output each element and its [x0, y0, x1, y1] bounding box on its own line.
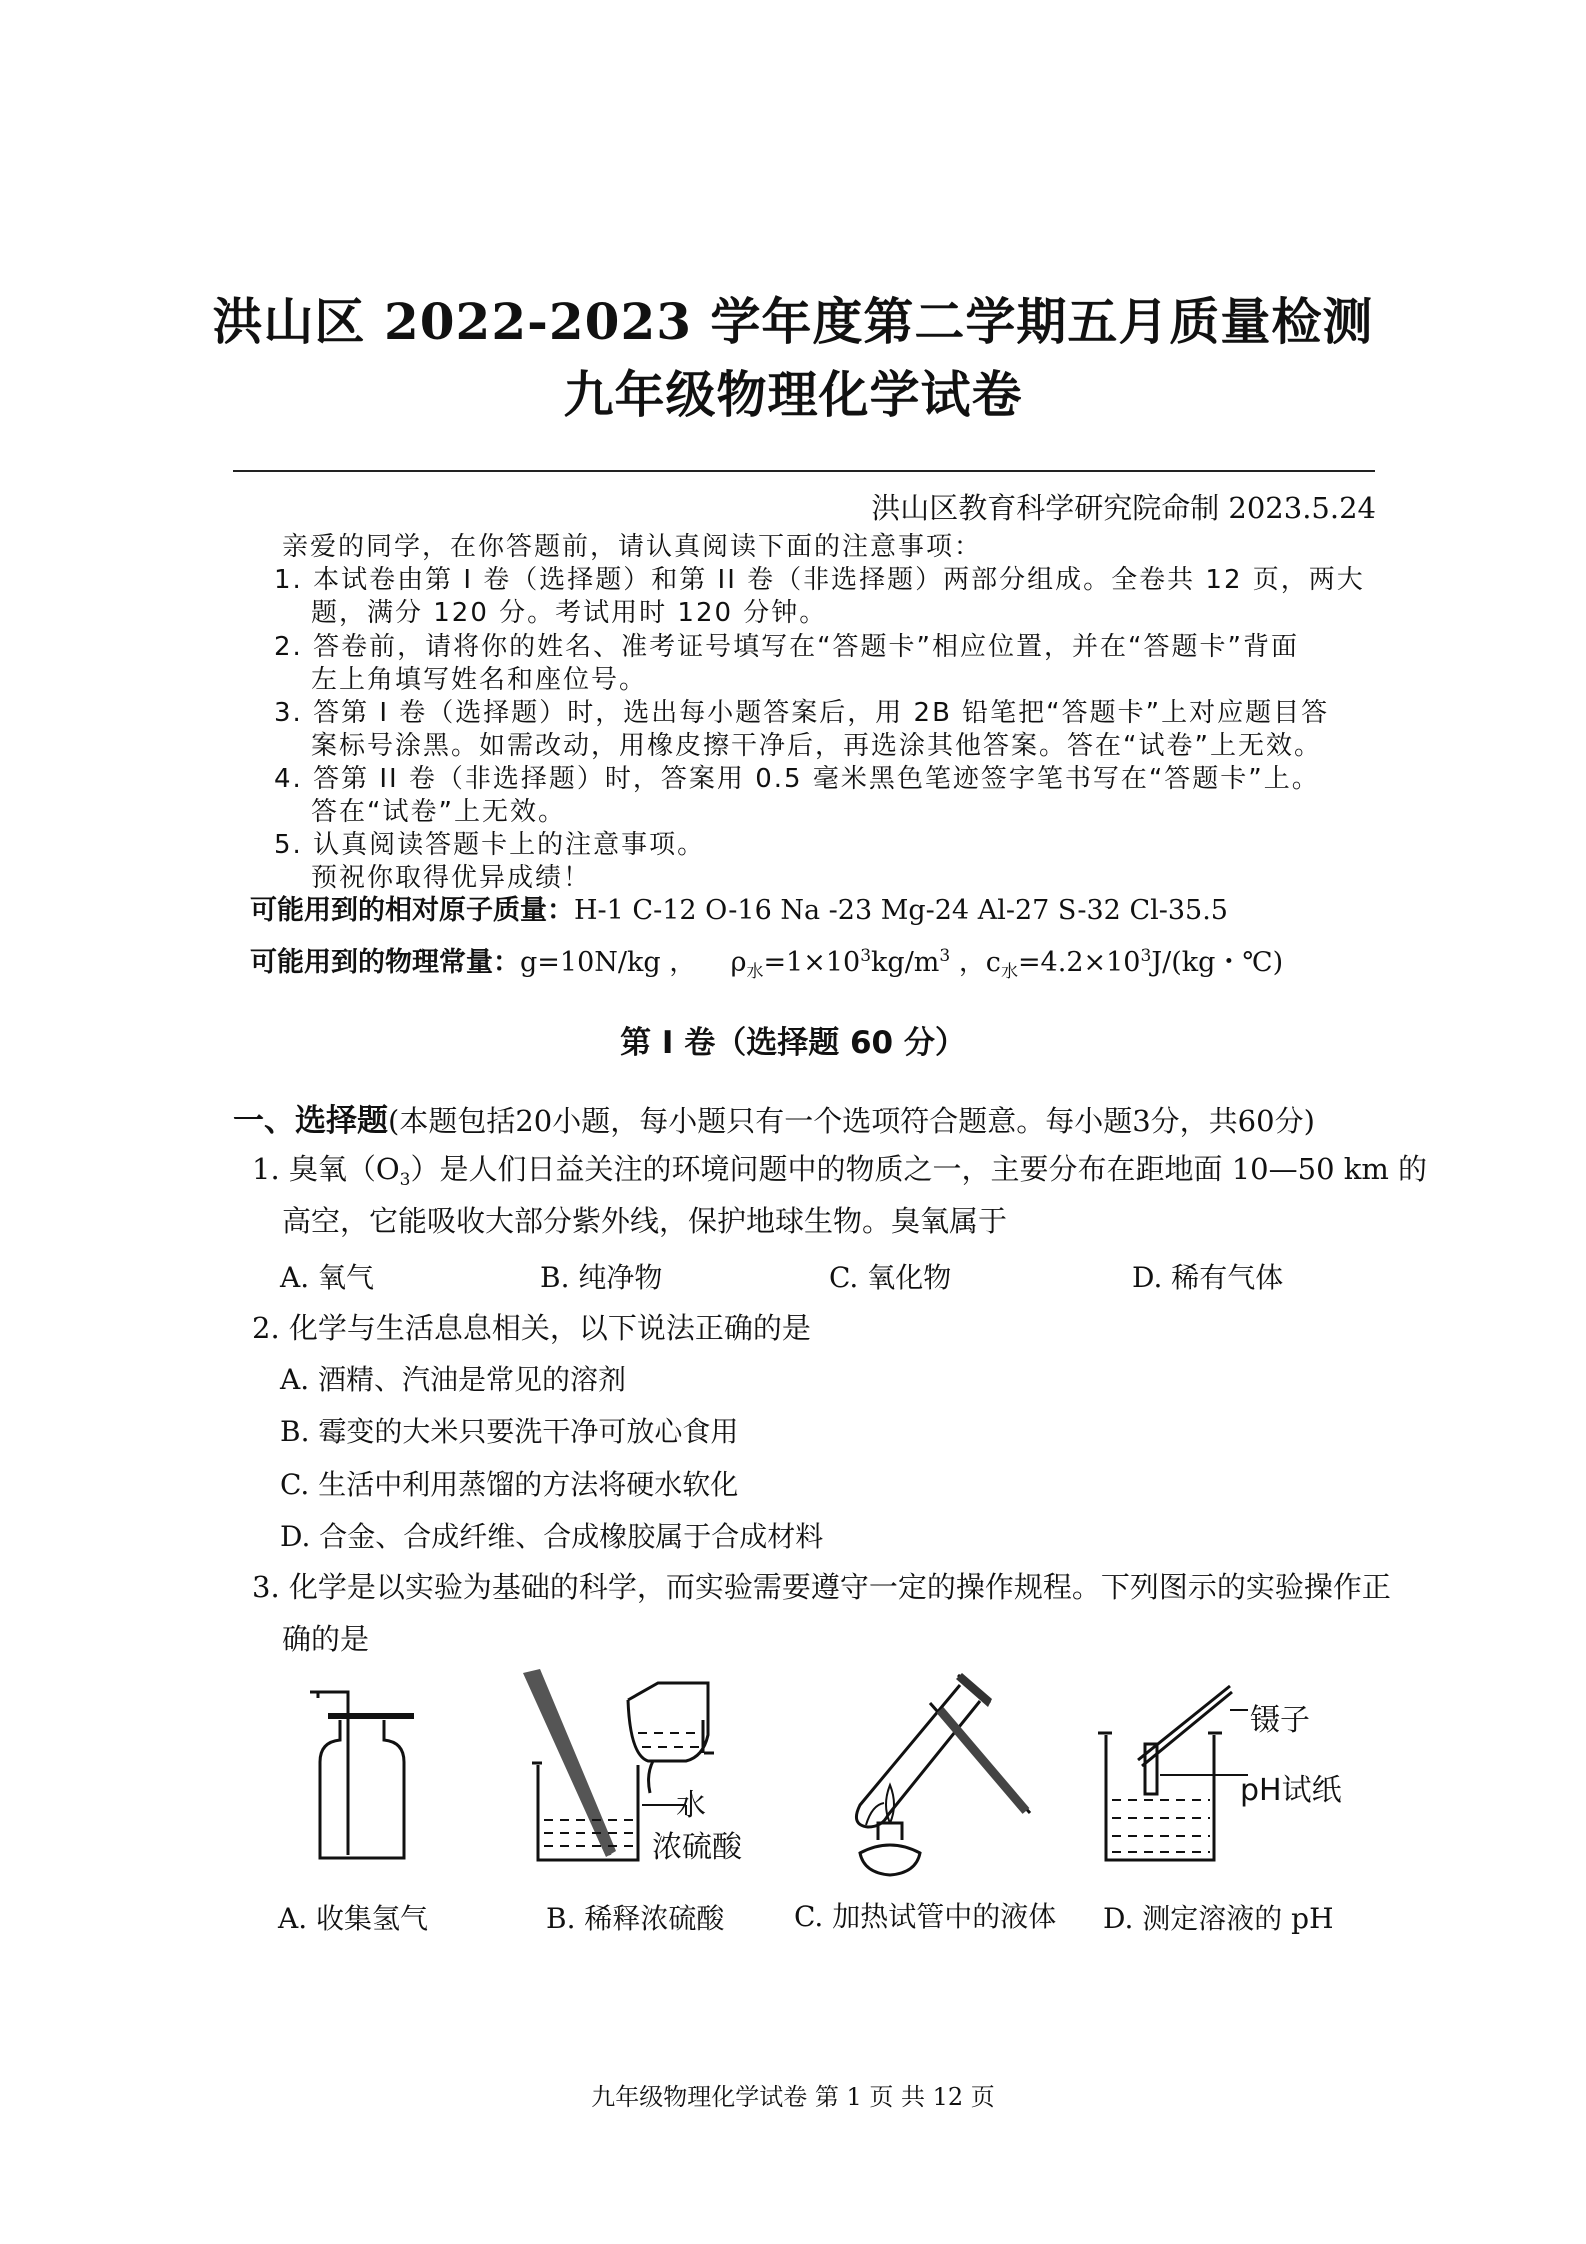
q1-option-a: A. 氧气: [280, 1261, 375, 1294]
specific-heat-subscript: 水: [1000, 962, 1018, 982]
physical-constants-line: [250, 940, 1283, 982]
specific-heat-value: =4.2×10: [1017, 947, 1141, 978]
notice-line: 预祝你取得优异成绩！: [311, 863, 592, 893]
q2-option-d: D. 合金、合成纤维、合成橡胶属于合成材料: [280, 1520, 824, 1553]
atomic-mass-line: [250, 888, 1228, 927]
label-tweezers: 镊子: [1250, 1703, 1310, 1738]
notice-line: 左上角填写姓名和座位号。: [311, 665, 648, 695]
q3-caption-c: C. 加热试管中的液体: [794, 1900, 1057, 1933]
question-3-line2: 确的是: [282, 1622, 370, 1656]
notice-line: 5. 认真阅读答题卡上的注意事项。: [274, 830, 706, 860]
water-density-exponent: 3: [860, 946, 872, 966]
part-heading: [233, 1095, 1315, 1140]
notice-line: 案标号涂黑。如需改动，用橡皮擦干净后，再选涂其他答案。答在“试卷”上无效。: [311, 731, 1322, 761]
label-concentrated-acid: 浓硫酸: [652, 1830, 742, 1865]
question-1-text: 1. 臭氧（O: [252, 1152, 400, 1186]
water-density-subscript: 水: [746, 962, 764, 982]
q1-option-b: B. 纯净物: [540, 1261, 663, 1294]
question-1-text-cont: ）是人们日益关注的环境问题中的物质之一，主要分布在距地面 10—50 km 的: [410, 1152, 1428, 1186]
question-1-line2: 高空，它能吸收大部分紫外线，保护地球生物。臭氧属于: [282, 1204, 1008, 1238]
water-density-value: =1×10: [763, 947, 861, 978]
water-density-unit-exponent: 3: [939, 946, 951, 966]
specific-heat-exponent: 3: [1140, 946, 1152, 966]
q2-option-a: A. 酒精、汽油是常见的溶剂: [280, 1363, 627, 1396]
q2-option-b: B. 霉变的大米只要洗干净可放心食用: [280, 1415, 739, 1448]
page-footer: 九年级物理化学试卷 第 1 页 共 12 页: [591, 2083, 995, 2111]
q1-option-c: C. 氧化物: [829, 1261, 952, 1294]
ozone-subscript: 3: [399, 1170, 411, 1190]
notice-intro: 亲爱的同学，在你答题前，请认真阅读下面的注意事项：: [282, 532, 983, 562]
section-title: 第 I 卷（选择题 60 分）: [620, 1025, 966, 1061]
q2-option-c: C. 生活中利用蒸馏的方法将硬水软化: [280, 1468, 739, 1501]
notice-line: 4. 答第 II 卷（非选择题）时，答案用 0.5 毫米黑色笔迹签字笔书写在“答题卡”上。: [274, 764, 1320, 794]
q3-caption-b: B. 稀释浓硫酸: [546, 1902, 725, 1935]
header-divider: [233, 470, 1375, 472]
part-label: 一、选择题: [233, 1103, 388, 1139]
notice-line: 3. 答第 I 卷（选择题）时，选出每小题答案后，用 2B 铅笔把“答题卡”上对应题目答: [274, 698, 1330, 728]
notice-line: 题，满分 120 分。考试用时 120 分钟。: [311, 598, 828, 628]
water-density-symbol: ρ: [730, 947, 747, 978]
physical-constants-label: 可能用到的物理常量：: [250, 947, 520, 978]
notice-line: 1. 本试卷由第 I 卷（选择题）和第 II 卷（非选择题）两部分组成。全卷共 12 页，两大: [274, 565, 1365, 595]
specific-heat-symbol: ，c: [958, 947, 1001, 978]
exam-title-line1: 洪山区 2022-2023 学年度第二学期五月质量检测: [212, 292, 1374, 351]
q1-option-d: D. 稀有气体: [1132, 1261, 1284, 1294]
atomic-mass-values: H-1 C-12 O-16 Na -23 Mg-24 Al-27 S-32 Cl-35.5: [574, 895, 1228, 926]
part-description: (本题包括20小题，每小题只有一个选项符合题意。每小题3分，共60分): [388, 1104, 1315, 1138]
atomic-mass-label: 可能用到的相对原子质量：: [250, 895, 574, 926]
figure-c-heating: [820, 1665, 1050, 1885]
exam-title-line2: 九年级物理化学试卷: [563, 365, 1023, 424]
question-2-stem: 2. 化学与生活息息相关，以下说法正确的是: [252, 1311, 811, 1345]
question-3-line1: 3. 化学是以实验为基础的科学，而实验需要遵守一定的操作规程。下列图示的实验操作正: [252, 1570, 1391, 1604]
specific-heat-unit: J/(kg・℃): [1151, 947, 1284, 978]
label-water: 水: [676, 1788, 706, 1823]
water-density-unit: kg/m: [871, 947, 940, 978]
question-1-line1: [252, 1147, 1427, 1190]
issuer-date: 洪山区教育科学研究院命制 2023.5.24: [871, 491, 1376, 525]
q3-caption-d: D. 测定溶液的 pH: [1103, 1902, 1334, 1935]
q3-caption-a: A. 收集氢气: [278, 1902, 429, 1935]
notice-line: 2. 答卷前，请将你的姓名、准考证号填写在“答题卡”相应位置，并在“答题卡”背面: [274, 632, 1299, 662]
figure-d-ph-test: [1090, 1680, 1250, 1870]
gravity-constant: g=10N/kg ，: [520, 947, 697, 978]
figure-a-gas-bottle: [300, 1680, 430, 1860]
notice-line: 答在“试卷”上无效。: [311, 797, 566, 827]
label-ph-paper: pH试纸: [1240, 1773, 1342, 1808]
